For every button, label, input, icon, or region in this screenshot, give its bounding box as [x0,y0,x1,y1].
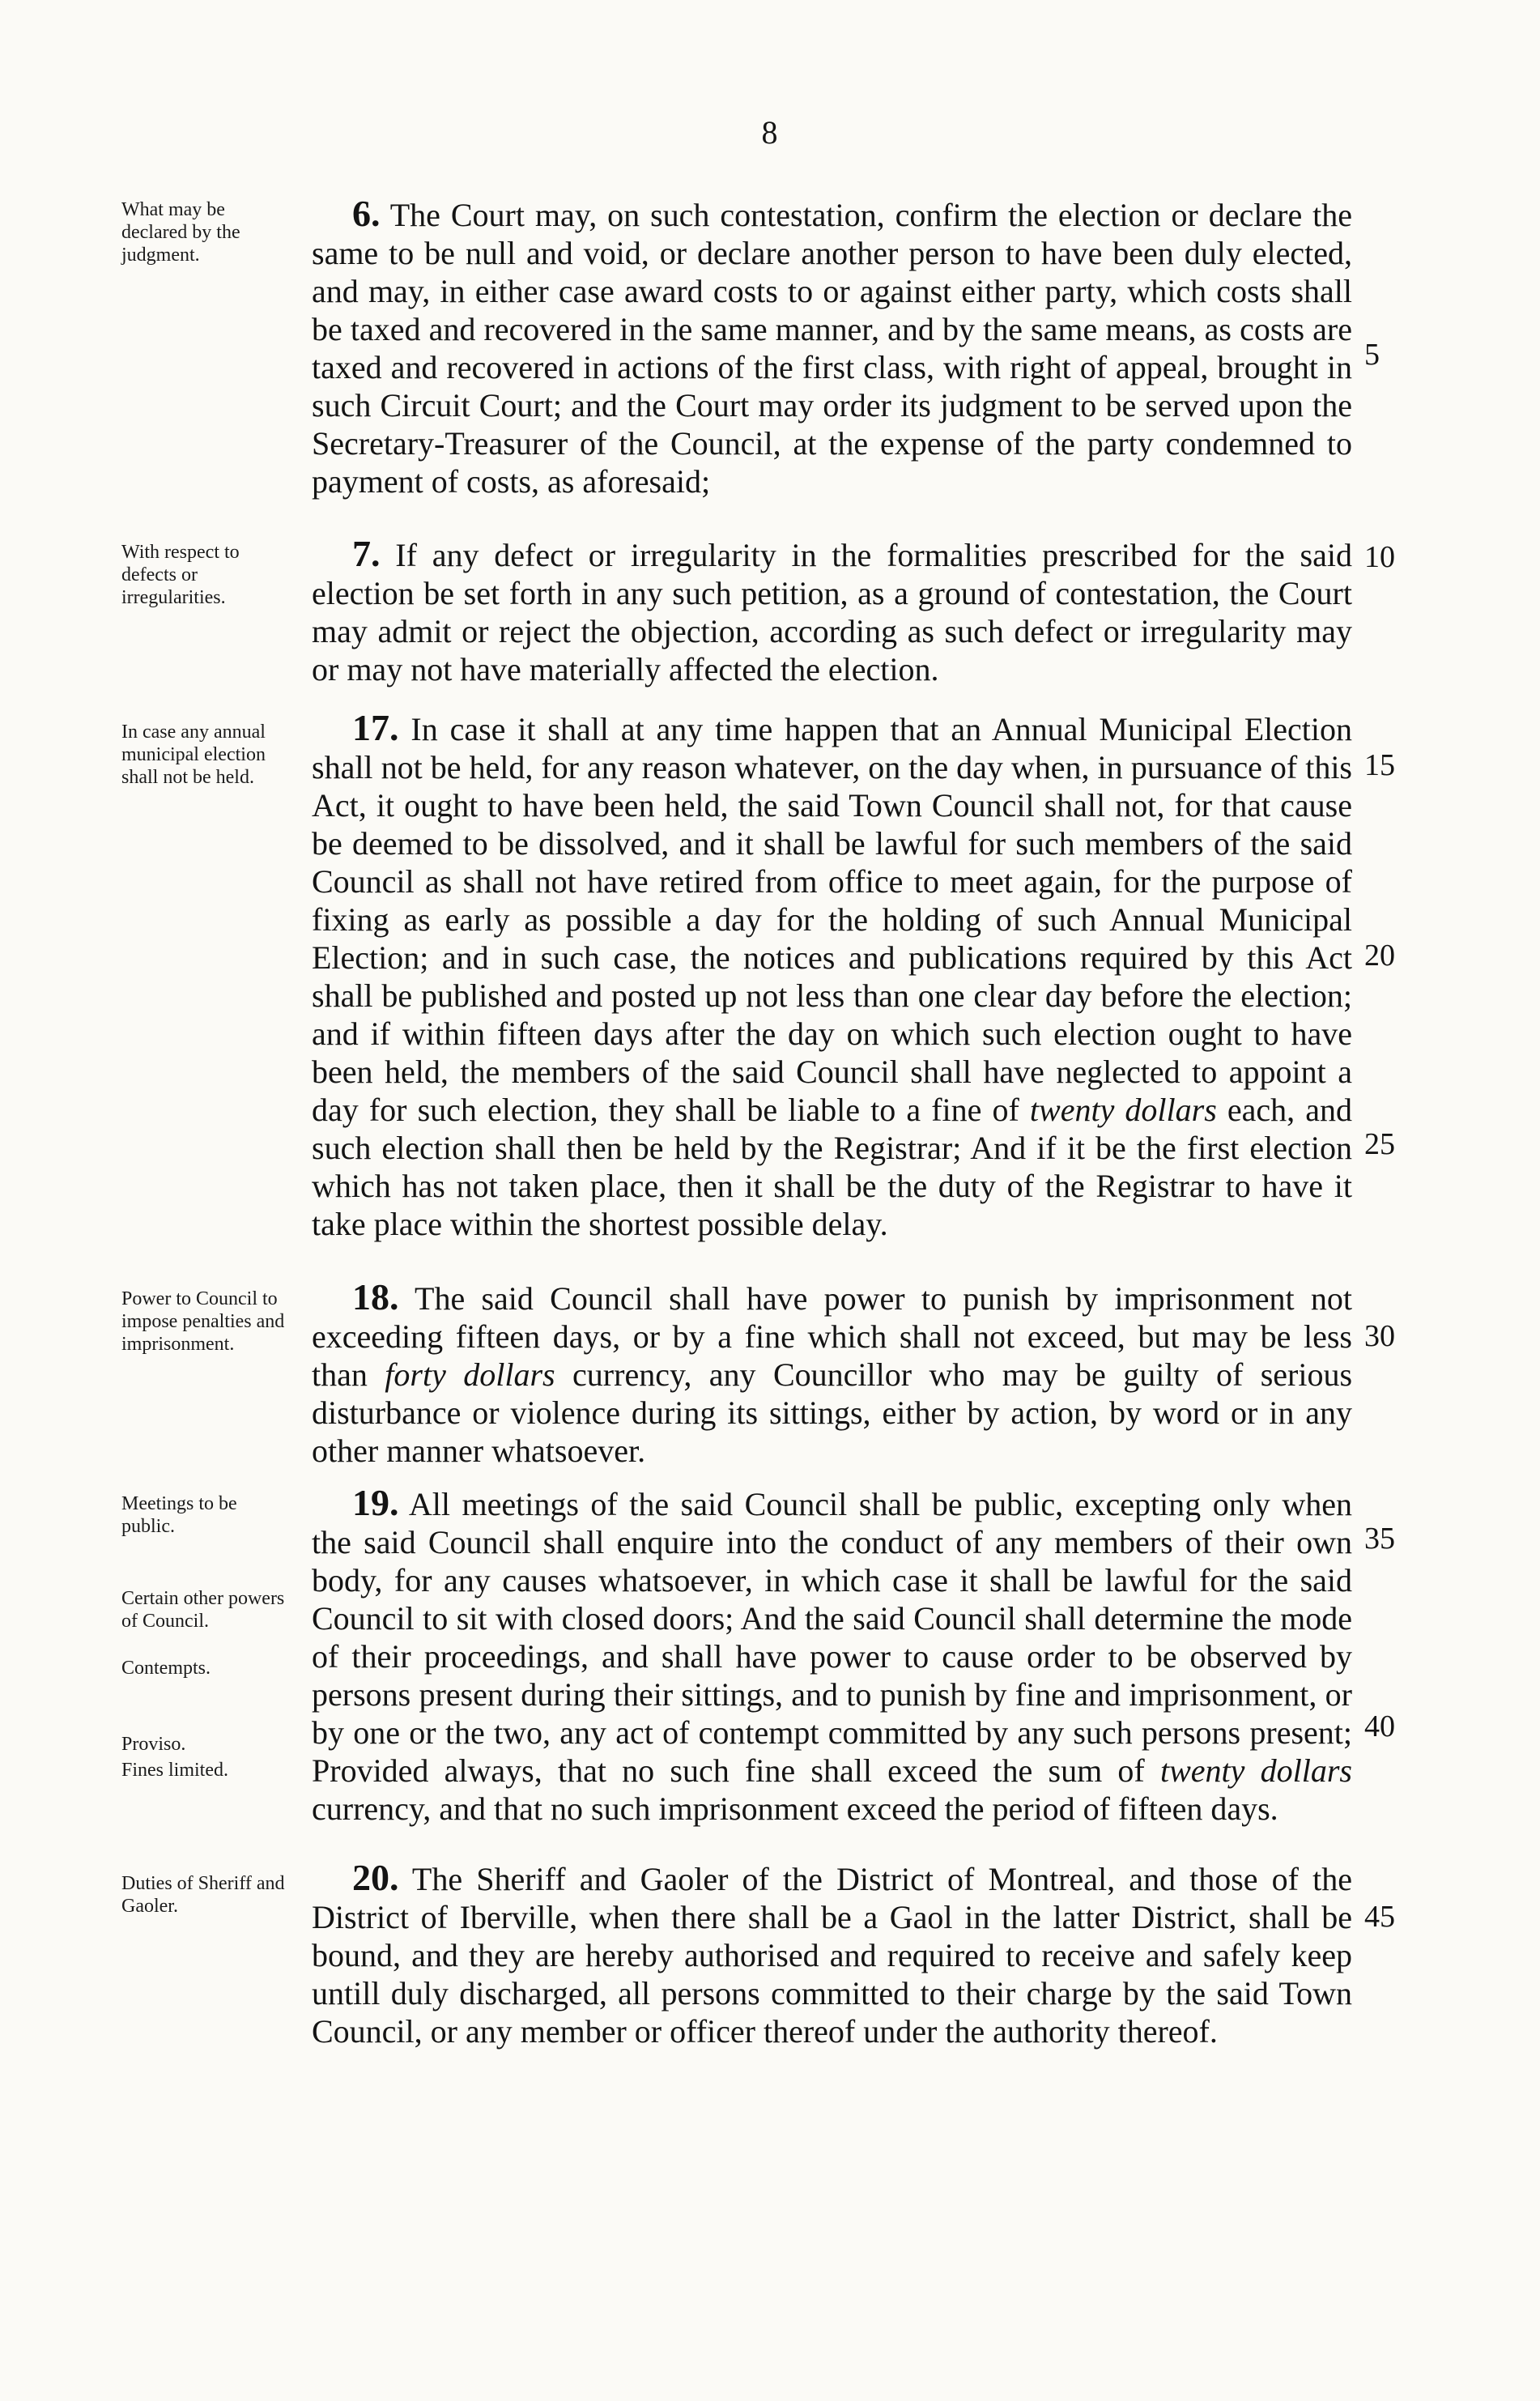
line-number: 45 [1364,1900,1395,1934]
section-text-cont: currency, any Councillor who may be guilty of serious disturbance or violence during its sittings, either by action, by word or in any other manner whatsoever. [312,1356,1353,1469]
line-number: 40 [1364,1709,1395,1743]
section-number: 7. [352,533,381,574]
section-text: The Court may, on such contestation, confirm the election or declare the same to be null and void, or declare another person to have been duly elected, and may, in either case award costs to or against either party, which costs shall be taxed and recovered in the same manner, and by the same means, as costs are taxed and recovered in actions of the first class, with right of appeal, brought in such Circuit Court; and the Court may order its judgment to be served upon the Secretary-Treasurer of the Council, at the expense of the party condemned to payment of costs, as aforesaid; [312,197,1353,500]
margin-note-judgment: What may be declared by the judgment. [121,199,240,266]
line-number: 35 [1364,1522,1395,1556]
line-number: 30 [1364,1319,1395,1353]
section-6 [312,194,1352,500]
section-number: 19. [352,1482,399,1523]
section-text: In case it shall at any time happen that an Annual Municipal Election shall not be held, for any reason whatever, on the day when, in pursuance of this Act, it ought to have been held, the said Town Council shall not, for that cause be deemed to be dissolved, and it shall be lawful for such members of the said Council as shall not have retired from office to meet again, for the purpose of fixing as early as possible a day for the holding of such Annual Municipal Election; and in such case, the notices and publications required by this Act shall be published and posted up not less than one clear day before the election; and if within fifteen days after the day on which such election ought to have been held, the members of the said Council shall have neglected to appoint a day for such election, they shall be liable to a fine of [312,711,1352,1128]
margin-note-other-powers: Certain other powers of Council. [121,1588,285,1632]
section-text: The Sheriff and Gaoler of the District of Montreal, and those of the District of Iberville, when there shall be a Gaol in the latter District, shall be bound, and they are hereby authorised and required to receive and safely keep untill duly discharged, all persons committed to their charge by the said Town Council, or any member or officer thereof under the authority thereof. [312,1861,1352,2050]
fine-amount: twenty dollars [1029,1092,1217,1128]
line-number: 25 [1364,1127,1395,1161]
section-7 [312,534,1352,688]
section-text: All meetings of the said Council shall be public, excepting only when the said Council shall enquire into the conduct of any members of their own body, for any causes whatsoever, in which case it shall be lawful for the said Council to sit with closed doors; And the said Council shall determine the mode of their proceedings, and shall have power to cause order to be observed by persons present during their sittings, and to punish by fine and imprisonment, or by one or the two, any act of contempt committed by any such persons present; Provided always, that no such fine shall exceed the sum of [312,1486,1352,1789]
margin-note-defects: With respect to defects or irregularities. [121,542,240,608]
section-19 [312,1484,1352,1828]
line-number: 5 [1364,338,1380,372]
section-number: 6. [352,193,381,234]
section-number: 18. [352,1276,399,1318]
section-17 [312,709,1352,1243]
section-number: 20. [352,1857,399,1898]
section-20 [312,1858,1352,2050]
section-number: 17. [352,707,399,748]
section-text: The said Council shall have power to punish by imprisonment not exceeding fifteen days, or by a fine which shall not exceed, but may be less than [312,1280,1352,1393]
section-text: If any defect or irregularity in the formalities prescribed for the said election be set forth in any such petition, as a ground of contestation, the Court may admit or reject the objection, according as such defect or irregularity may or may not have materially affected the election. [312,537,1352,688]
page-number: 8 [761,114,779,151]
section-text-cont: each, and such election shall then be held by the Registrar; And if it be the first election which has not taken place, then it shall be the duty of the Registrar to have it take place within the shortest possible delay. [312,1092,1353,1242]
margin-note-contempts: Contempts. [121,1658,211,1679]
margin-note-meetings-public: Meetings to be public. [121,1493,237,1537]
line-number: 15 [1364,748,1395,782]
margin-note-sheriff-gaoler: Duties of Sheriff and Gaoler. [121,1873,285,1917]
line-number: 10 [1364,540,1395,574]
fine-amount: forty dollars [385,1356,555,1393]
margin-note-fines-limited: Fines limited. [121,1760,228,1781]
margin-note-penalties: Power to Council to impose penalties and imprisonment. [121,1288,285,1355]
section-text-cont: currency, and that no such imprisonment exceed the period of fifteen days. [312,1790,1278,1827]
fine-amount: twenty dollars [1159,1752,1352,1789]
line-number: 20 [1364,939,1395,973]
section-18 [312,1278,1352,1470]
margin-note-election-not-held: In case any annual municipal election shall not be held. [121,722,266,788]
margin-note-proviso: Proviso. [121,1734,186,1755]
